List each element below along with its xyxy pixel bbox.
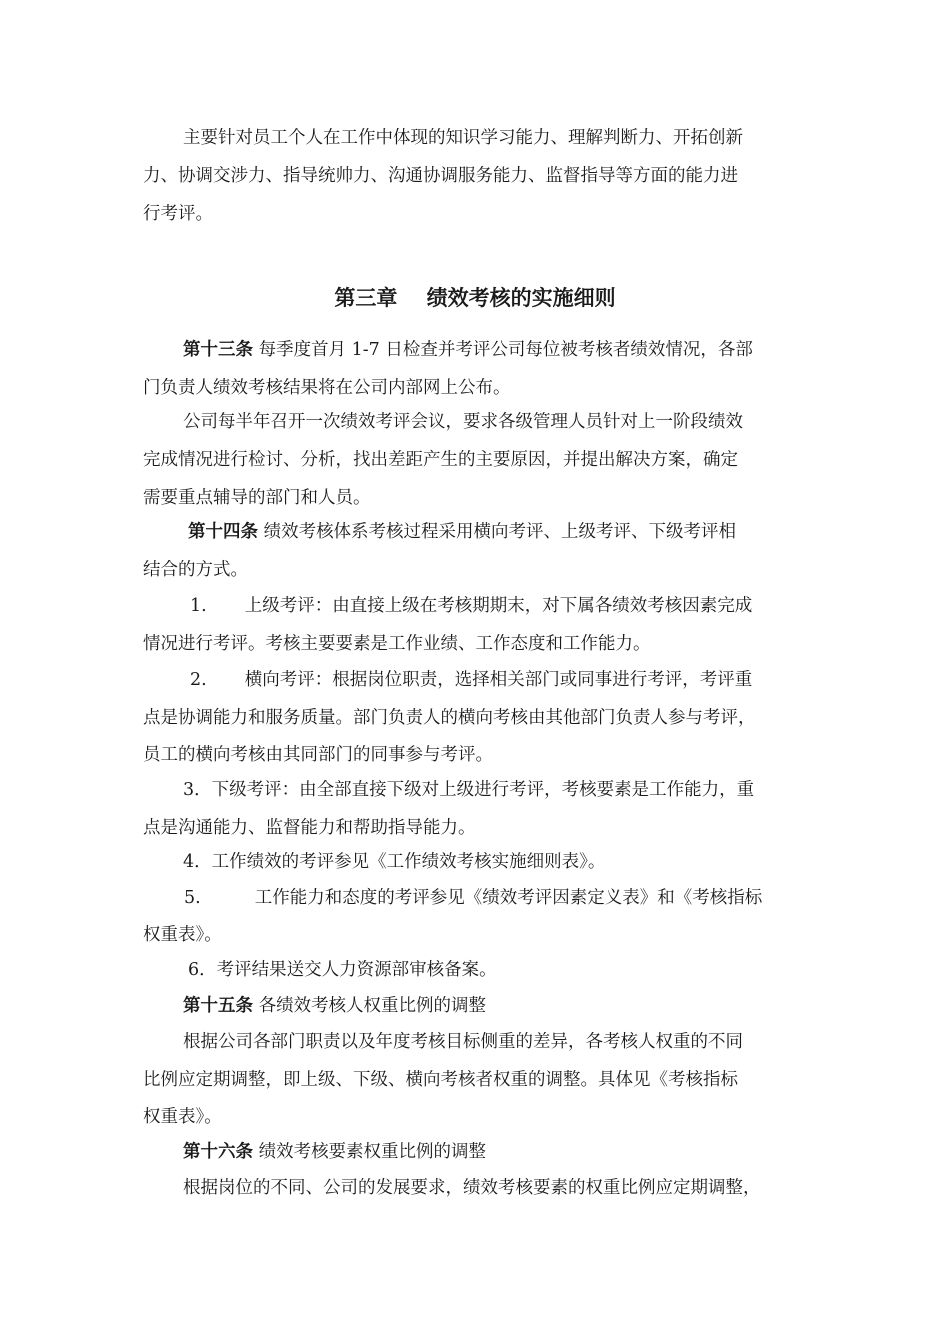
article-15-label: 第十五条: [183, 996, 253, 1016]
article-13-line-1: [183, 338, 753, 362]
intro-line-3: 行考评。: [143, 204, 213, 224]
article-13-text: 每季度首月 1-7 日检查并考评公司每位被考核者绩效情况，各部: [253, 340, 753, 360]
item-2-line-1: [190, 668, 752, 692]
item-1-text: 上级考评：由直接上级在考核期期末，对下属各绩效考核因素完成: [244, 596, 753, 616]
item-5-text: 工作能力和态度的考评参见《绩效考评因素定义表》和《考核指标: [254, 888, 763, 908]
item-2-number: 2.: [190, 670, 207, 690]
item-6-line: 6．考评结果送交人力资源部审核备案。: [188, 960, 497, 980]
item-5-line-1: [184, 886, 762, 910]
article-15-para-line-3: 权重表》。: [143, 1107, 222, 1127]
item-2-line-2: 点是协调能力和服务质量。部门负责人的横向考核由其他部门负责人参与考评，: [143, 708, 756, 728]
article-15-line-1: [183, 994, 486, 1018]
item-1-number: 1.: [190, 596, 207, 616]
meeting-line-3: 需要重点辅导的部门和人员。: [143, 488, 371, 508]
item-3-line-1: 3．下级考评：由全部直接下级对上级进行考评，考核要素是工作能力，重: [183, 780, 755, 800]
chapter-title: 第三章 绩效考核的实施细则: [334, 286, 616, 310]
article-14-line-2: 结合的方式。: [143, 560, 248, 580]
item-2-text: 横向考评：根据岗位职责，选择相关部门或同事进行考评，考评重: [244, 670, 753, 690]
article-14-label: 第十四条: [188, 522, 258, 542]
intro-line-1: 主要针对员工个人在工作中体现的知识学习能力、理解判断力、开拓创新: [183, 128, 743, 148]
item-3-line-2: 点是沟通能力、监督能力和帮助指导能力。: [143, 818, 476, 838]
article-13-line-2: 门负责人绩效考核结果将在公司内部网上公布。: [143, 378, 511, 398]
item-5-number: 5.: [184, 888, 201, 908]
article-15-text: 各绩效考核人权重比例的调整: [253, 996, 487, 1016]
article-16-text: 绩效考核要素权重比例的调整: [253, 1142, 487, 1162]
article-15-para-line-2: 比例应定期调整，即上级、下级、横向考核者权重的调整。具体见《考核指标: [143, 1070, 738, 1090]
article-13-label: 第十三条: [183, 340, 253, 360]
article-16-para-line-1: 根据岗位的不同、公司的发展要求，绩效考核要素的权重比例应定期调整，: [183, 1178, 761, 1198]
item-4-line: 4．工作绩效的考评参见《工作绩效考核实施细则表》。: [183, 852, 606, 872]
article-14-line-1: [188, 520, 736, 544]
article-16-label: 第十六条: [183, 1142, 253, 1162]
item-1-line-1: [190, 594, 752, 618]
meeting-line-1: 公司每半年召开一次绩效考评会议，要求各级管理人员针对上一阶段绩效: [183, 412, 743, 432]
item-1-line-2: 情况进行考评。考核主要要素是工作业绩、工作态度和工作能力。: [143, 634, 651, 654]
item-2-line-3: 员工的横向考核由其同部门的同事参与考评。: [143, 745, 493, 765]
article-14-text: 绩效考核体系考核过程采用横向考评、上级考评、下级考评相: [258, 522, 737, 542]
meeting-line-2: 完成情况进行检讨、分析，找出差距产生的主要原因，并提出解决方案，确定: [143, 450, 738, 470]
intro-line-2: 力、协调交涉力、指导统帅力、沟通协调服务能力、监督指导等方面的能力进: [143, 166, 738, 186]
article-16-line-1: [183, 1140, 486, 1164]
article-15-para-line-1: 根据公司各部门职责以及年度考核目标侧重的差异，各考核人权重的不同: [183, 1032, 743, 1052]
item-5-line-2: 权重表》。: [143, 925, 222, 945]
